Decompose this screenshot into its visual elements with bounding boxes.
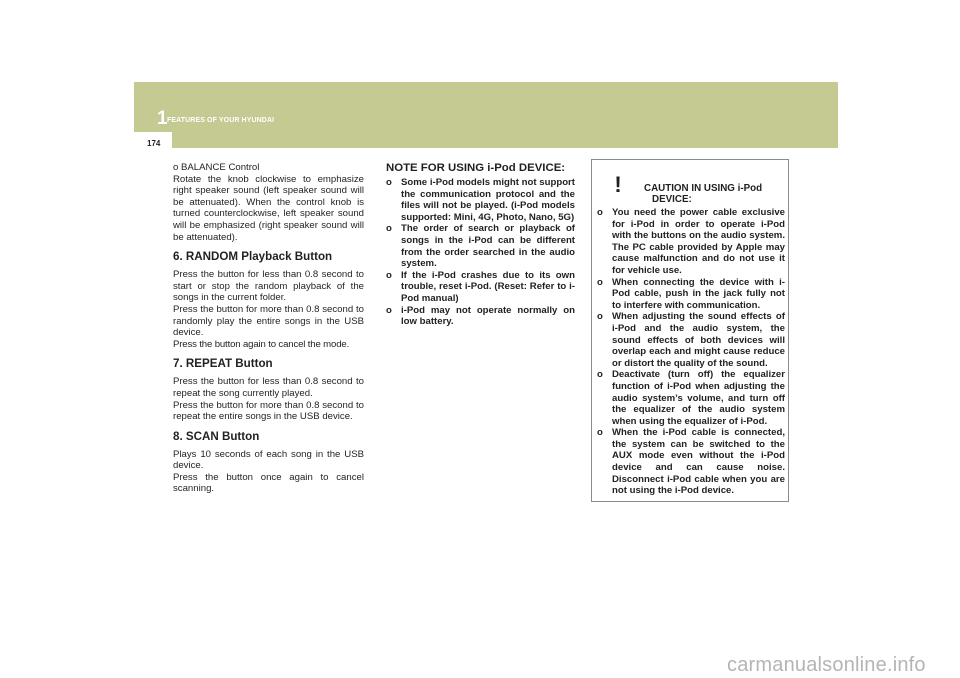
caution-item: o When adjusting the sound effects of i-Pod and the audio system, the sound effects of both devices will overlap each and might cause reduce or distort the quality of the sound. <box>597 311 785 369</box>
note-item: o i-Pod may not operate normally on low battery. <box>386 304 575 328</box>
watermark: carmanualsonline.info <box>727 654 926 676</box>
balance-text: Rotate the knob clockwise to emphasize right speaker sound (left speaker sound will be attenuated). When the control knob is turned counterclockwise, left speaker sound will be emphasized (right speaker sound will be attenuated). <box>173 173 364 243</box>
scan-text-2: Press the button once again to cancel scanning. <box>173 471 364 495</box>
note-column <box>386 162 575 328</box>
caution-item: o You need the power cable exclusive for i-Pod in order to operate i-Pod with the buttons on the audio system. The PC cable provided by Apple may cause malfunction and do not use it for vehicle use. <box>597 207 785 276</box>
repeat-heading: 7. REPEAT Button <box>173 357 273 371</box>
random-text-1: Press the button for less than 0.8 second to start or stop the random playback of the songs in the current folder. <box>173 269 364 304</box>
chapter-title: FEATURES OF YOUR HYUNDAI <box>167 117 275 124</box>
chapter-number: 1 <box>157 108 168 129</box>
random-text-2: Press the button for more than 0.8 second to randomly play the entire songs in the USB device. <box>173 303 364 339</box>
note-item: o The order of search or playback of songs in the i-Pod can be different from the order searched in the audio system. <box>386 223 575 270</box>
balance-title: o BALANCE Control <box>173 162 260 173</box>
left-column <box>173 162 364 495</box>
page-number: 174 <box>147 139 161 148</box>
repeat-text-2: Press the button for more than 0.8 second to repeat the entire songs in the USB device. <box>173 399 364 423</box>
scan-text-1: Plays 10 seconds of each song in the USB device. <box>173 448 364 472</box>
note-item: o If the i-Pod crashes due to its own trouble, reset i-Pod. (Reset: Refer to i-Pod manual) <box>386 269 575 304</box>
scan-heading: 8. SCAN Button <box>173 429 260 443</box>
caution-item: o When connecting the device with i-Pod cable, push in the jack fully not to interfere with communication. <box>597 276 785 311</box>
warning-triangle-icon <box>598 170 638 196</box>
random-heading: 6. RANDOM Playback Button <box>173 250 333 264</box>
svg-text:!: ! <box>614 172 622 196</box>
repeat-text-1: Press the button for less than 0.8 second to repeat the song currently played. <box>173 376 364 399</box>
caution-title: CAUTION IN USING i-Pod DEVICE: <box>644 183 763 206</box>
note-heading: NOTE FOR USING i-Pod DEVICE: <box>386 162 566 174</box>
caution-list <box>597 207 785 497</box>
header-band <box>134 82 838 148</box>
note-item: o Some i-Pod models might not support the communication protocol and the files will not be played. (i-Pod models supported: Mini, 4G, Photo, Nano, 5G) <box>386 177 575 223</box>
random-text-3: Press the button again to cancel the mode. <box>173 338 350 350</box>
caution-item: o Deactivate (turn off) the equalizer function of i-Pod when adjusting the audio system’s volume, and turn off the equalizer of the audio system when using the equalizer of i-Pod. <box>597 369 785 427</box>
caution-item: o When the i-Pod cable is connected, the system can be switched to the AUX mode even without the i-Pod device and can cause noise. Disconnect i-Pod cable when you are not using the i-Pod device. <box>597 427 785 497</box>
